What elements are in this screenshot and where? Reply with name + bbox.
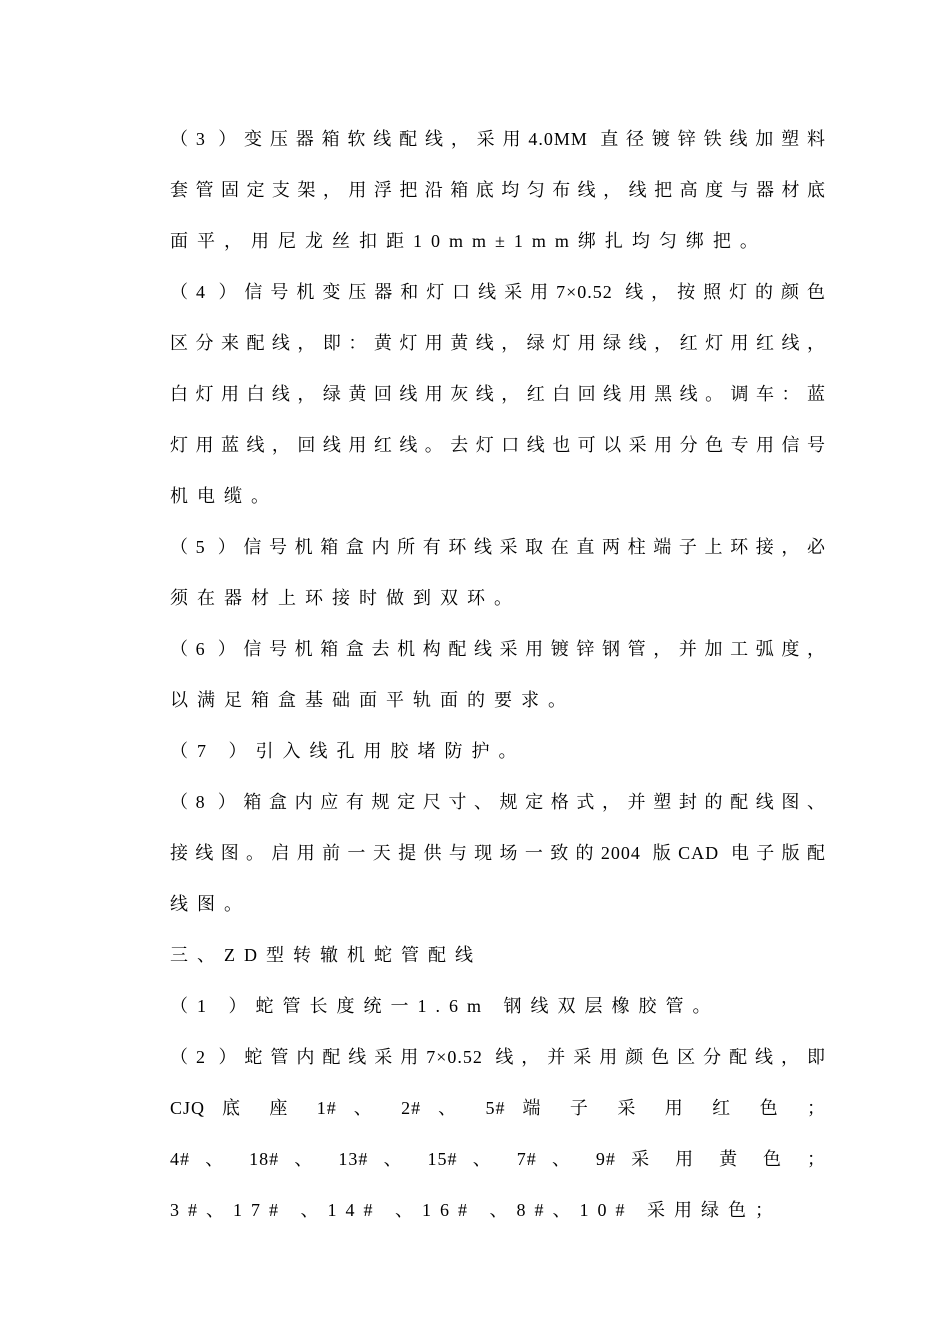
text-line: （8 ）箱盒内应有规定尺寸、规定格式，并塑封的配线图、 <box>170 792 826 812</box>
text-line: （3 ）变压器箱软线配线，采用4.0MM 直径镀锌铁线加塑料 <box>170 129 826 149</box>
document-body <box>170 114 826 1236</box>
text-line: 以满足箱盒基础面平轨面的要求。 <box>170 690 575 710</box>
text-line: 4# 、 18# 、 13# 、 15# 、 7# 、 9# 采 用 黄 色 ； <box>170 1149 826 1169</box>
text-line: 须在器材上环接时做到双环。 <box>170 588 521 608</box>
text-line: 区分来配线，即：黄灯用黄线，绿灯用绿线，红灯用红线， <box>170 333 826 353</box>
text-line: 接线图。启用前一天提供与现场一致的2004 版CAD 电子版配 <box>170 843 826 863</box>
section-heading: 三、ZD型转辙机蛇管配线 <box>170 945 482 965</box>
text-line: 灯用蓝线，回线用红线。去灯口线也可以采用分色专用信号 <box>170 435 826 455</box>
text-line: 白灯用白线，绿黄回线用灰线，红白回线用黑线。调车：蓝 <box>170 384 826 404</box>
text-line: （1 ）蛇管长度统一1.6m 钢线双层橡胶管。 <box>170 996 720 1016</box>
text-line: 面平，用尼龙丝扣距10mm±1mm绑扎均匀绑把。 <box>170 231 767 251</box>
text-line: 套管固定支架，用浮把沿箱底均匀布线，线把高度与器材底 <box>170 180 826 200</box>
text-line: 机电缆。 <box>170 486 278 506</box>
text-line: （6 ）信号机箱盒去机构配线采用镀锌钢管，并加工弧度， <box>170 639 826 659</box>
text-line: （2 ）蛇管内配线采用7×0.52 线，并采用颜色区分配线，即 <box>170 1047 826 1067</box>
text-line: 3#、17# 、14# 、16# 、8#、10# 采用绿色； <box>170 1200 782 1220</box>
text-line: （4 ）信号机变压器和灯口线采用7×0.52 线，按照灯的颜色 <box>170 282 826 302</box>
text-line: （7 ）引入线孔用胶堵防护。 <box>170 741 526 761</box>
text-line: CJQ 底 座 1# 、 2# 、 5# 端 子 采 用 红 色 ； <box>170 1098 826 1118</box>
text-line: 线图。 <box>170 894 251 914</box>
text-line: （5 ）信号机箱盒内所有环线采取在直两柱端子上环接，必 <box>170 537 826 557</box>
